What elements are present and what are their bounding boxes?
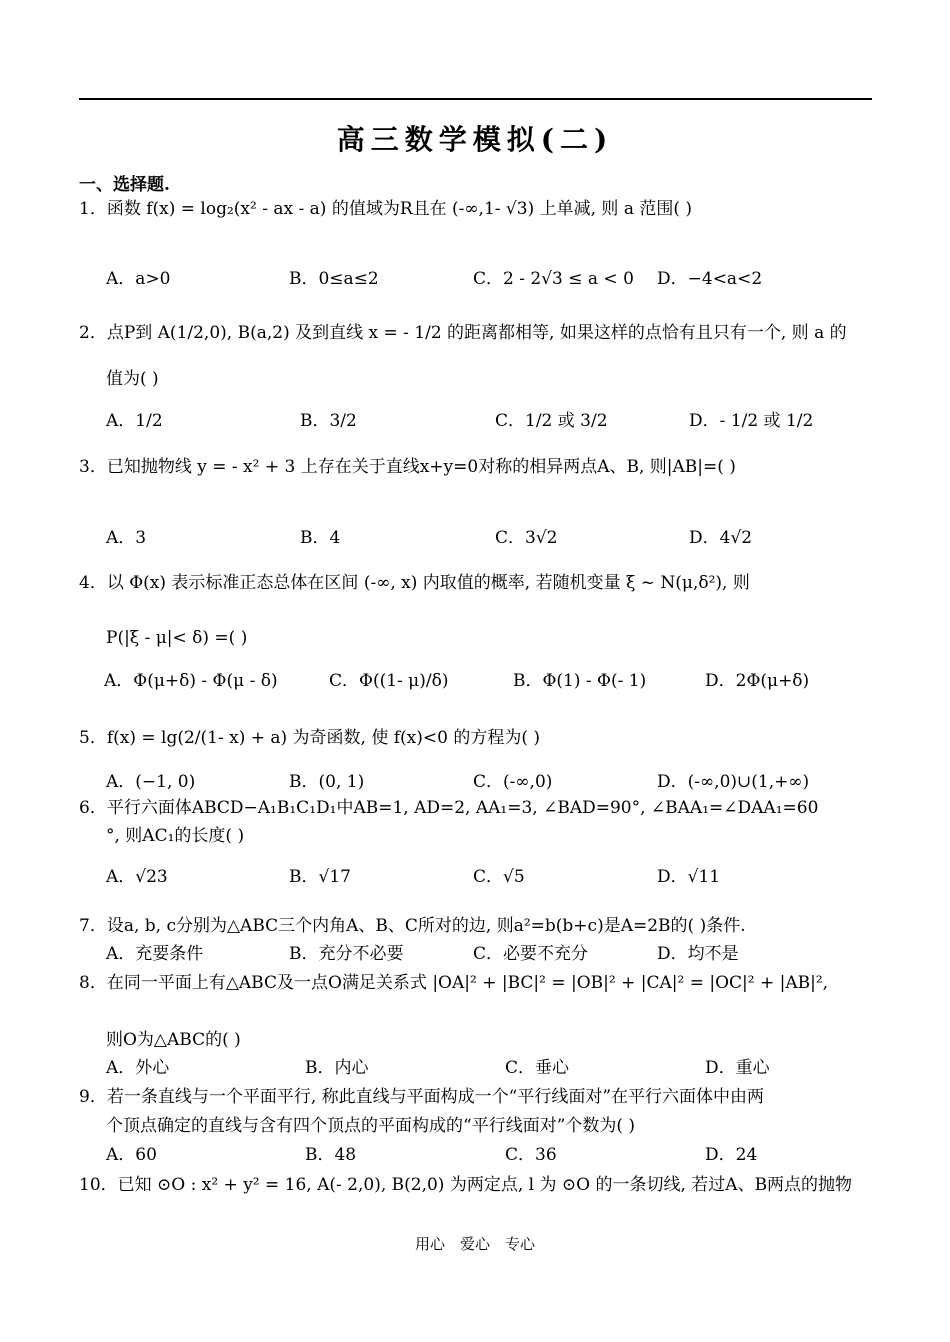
- question-3-stem: 3．已知抛物线 y = - x² + 3 上存在关于直线x+y=0对称的相异两点A、B, 则|AB|=( ): [79, 457, 736, 477]
- question-2-stem-cont: 值为( ): [106, 369, 159, 389]
- question-3-option-a: A．3: [106, 528, 147, 548]
- question-7-option-c: C．必要不充分: [473, 944, 589, 964]
- question-2-option-b: B．3/2: [300, 411, 357, 431]
- question-5-stem: 5．f(x) = lg(2/(1- x) + a) 为奇函数, 使 f(x)<0 的方程为( ): [79, 728, 541, 748]
- question-5-option-d: D．(-∞,0)∪(1,+∞): [657, 772, 810, 792]
- question-1-stem: 1．函数 f(x) = log₂(x² - ax - a) 的值域为R且在 (-∞,1- √3) 上单减, 则 a 范围( ): [79, 199, 693, 219]
- question-4-option-b: B．Φ(1) - Φ(- 1): [513, 671, 647, 691]
- section-heading: 一、选择题.: [79, 175, 170, 195]
- question-8-stem: 8．在同一平面上有△ABC及一点O满足关系式 |OA|² + |BC|² = |OB|² + |CA|² = |OC|² + |AB|²,: [79, 973, 829, 993]
- question-3-option-b: B．4: [300, 528, 341, 548]
- question-9-stem: 9．若一条直线与一个平面平行, 称此直线与平面构成一个“平行线面对”在平行六面体中由两: [79, 1087, 765, 1107]
- question-7-option-b: B．充分不必要: [289, 944, 404, 964]
- question-6-option-b: B．√17: [289, 867, 351, 887]
- question-6-option-d: D．√11: [657, 867, 721, 887]
- question-1-option-c: C．2 - 2√3 ≤ a < 0: [473, 269, 634, 289]
- question-9-option-d: D．24: [705, 1145, 758, 1165]
- question-5-option-b: B．(0, 1): [289, 772, 365, 792]
- question-6-option-c: C．√5: [473, 867, 525, 887]
- question-1-option-a: A．a>0: [106, 269, 171, 289]
- question-9-option-a: A．60: [106, 1145, 157, 1165]
- question-5-option-c: C．(-∞,0): [473, 772, 553, 792]
- question-3-option-d: D．4√2: [689, 528, 753, 548]
- question-7-option-a: A．充要条件: [106, 944, 204, 964]
- question-10-stem: 10．已知 ⊙O : x² + y² = 16, A(- 2,0), B(2,0) 为两定点, l 为 ⊙O 的一条切线, 若过A、B两点的抛物: [79, 1175, 853, 1195]
- question-4-option-c: C．Φ((1- μ)/δ): [329, 671, 449, 691]
- question-4-option-a: A．Φ(μ+δ) - Φ(μ - δ): [104, 671, 278, 691]
- question-1-option-b: B．0≤a≤2: [289, 269, 379, 289]
- question-8-option-b: B．内心: [305, 1058, 369, 1078]
- question-8-stem-cont: 则O为△ABC的( ): [106, 1030, 241, 1050]
- question-8-option-a: A．外心: [106, 1058, 170, 1078]
- page-footer: 用心 爱心 专心: [414, 1235, 535, 1253]
- question-6-stem: 6．平行六面体ABCD−A₁B₁C₁D₁中AB=1, AD=2, AA₁=3, ∠BAD=90°, ∠BAA₁=∠DAA₁=60: [79, 798, 819, 818]
- question-4-stem: 4．以 Φ(x) 表示标准正态总体在区间 (-∞, x) 内取值的概率, 若随机变量 ξ ~ N(μ,δ²), 则: [79, 573, 750, 593]
- question-3-option-c: C．3√2: [495, 528, 558, 548]
- question-2-option-c: C．1/2 或 3/2: [495, 411, 608, 431]
- question-9-option-c: C．36: [505, 1145, 557, 1165]
- question-2-option-a: A．1/2: [106, 411, 163, 431]
- question-6-stem-cont: °, 则AC₁的长度( ): [106, 826, 245, 846]
- question-2-option-d: D．- 1/2 或 1/2: [689, 411, 814, 431]
- question-7-stem: 7．设a, b, c分别为△ABC三个内角A、B、C所对的边, 则a²=b(b+c)是A=2B的( )条件.: [79, 916, 746, 936]
- question-6-option-a: A．√23: [106, 867, 168, 887]
- question-2-stem: 2．点P到 A(1/2,0), B(a,2) 及到直线 x = - 1/2 的距离都相等, 如果这样的点恰有且只有一个, 则 a 的: [79, 323, 847, 343]
- question-9-stem-cont: 个顶点确定的直线与含有四个顶点的平面构成的“平行线面对”个数为( ): [106, 1116, 636, 1136]
- question-9-option-b: B．48: [305, 1145, 357, 1165]
- question-8-option-d: D．重心: [705, 1058, 770, 1078]
- question-1-option-d: D．−4<a<2: [657, 269, 763, 289]
- question-7-option-d: D．均不是: [657, 944, 739, 964]
- question-5-option-a: A．(−1, 0): [106, 772, 196, 792]
- question-4-stem-cont: P(|ξ - μ|< δ) =( ): [106, 628, 248, 648]
- page-title: 高三数学模拟(二): [336, 123, 614, 156]
- question-4-option-d: D．2Φ(μ+δ): [705, 671, 810, 691]
- question-8-option-c: C．垂心: [505, 1058, 570, 1078]
- header-rule: [79, 98, 872, 100]
